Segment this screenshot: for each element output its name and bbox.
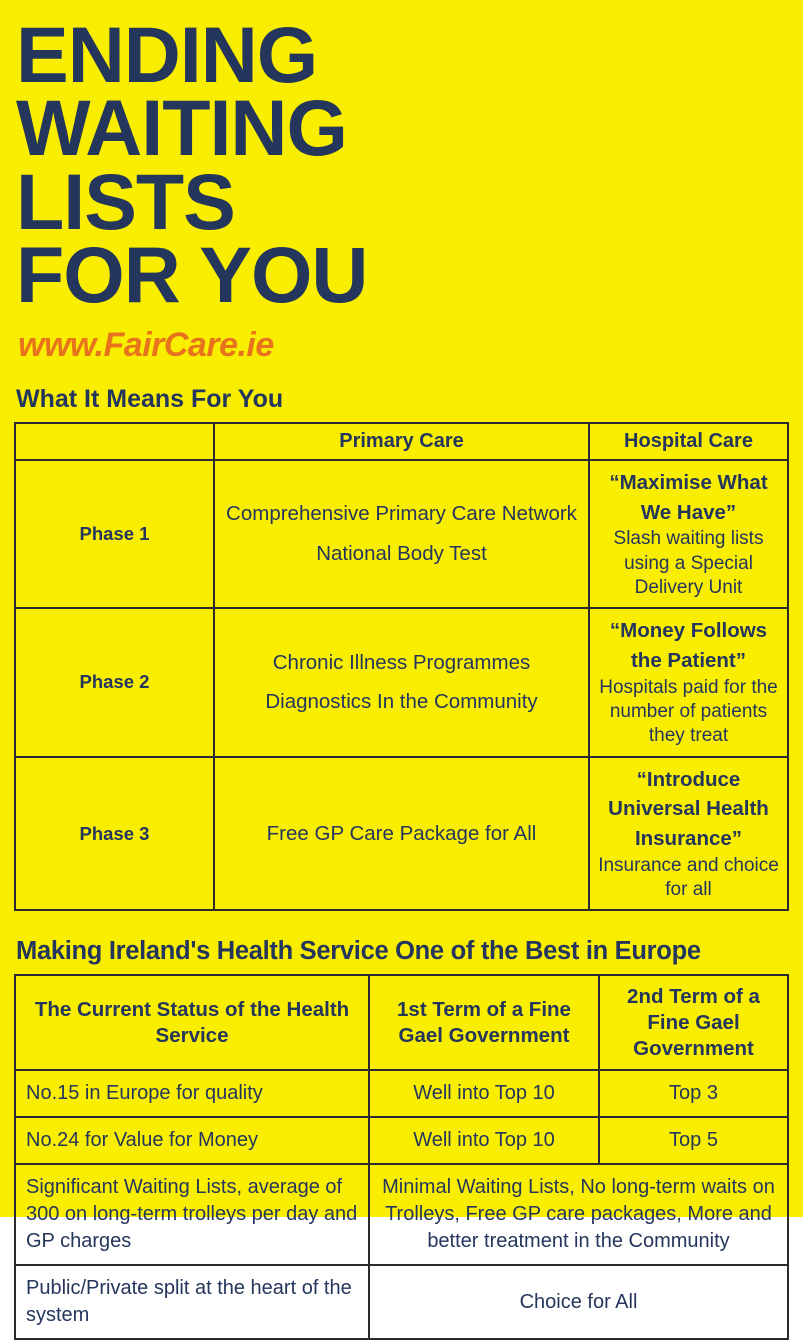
primary-item: Free GP Care Package for All bbox=[266, 821, 537, 845]
primary-item: Chronic Illness Programmes bbox=[272, 650, 531, 674]
hospital-care-cell bbox=[589, 608, 788, 756]
both-terms-cell: Choice for All bbox=[369, 1265, 788, 1339]
table-header-row bbox=[15, 423, 788, 460]
hospital-headline: “Maximise What We Have” bbox=[609, 470, 768, 524]
website-link[interactable]: www.FairCare.ie bbox=[18, 325, 274, 364]
hospital-detail: Insurance and choice for all bbox=[598, 854, 779, 901]
table-header-row bbox=[15, 975, 788, 1070]
primary-care-cell bbox=[214, 757, 589, 911]
page-title bbox=[16, 10, 789, 320]
cell-gap bbox=[223, 529, 580, 539]
hospital-care-cell bbox=[589, 757, 788, 911]
table-row bbox=[15, 1070, 788, 1117]
first-term-cell: Well into Top 10 bbox=[369, 1117, 599, 1164]
primary-care-cell bbox=[214, 460, 589, 608]
headline-line-4: FOR YOU bbox=[16, 230, 368, 320]
second-term-cell: Top 3 bbox=[599, 1070, 788, 1117]
header-second-term: 2nd Term of a Fine Gael Government bbox=[599, 975, 788, 1070]
status-cell: No.15 in Europe for quality bbox=[15, 1070, 369, 1117]
header-primary-care: Primary Care bbox=[214, 423, 589, 460]
header-current-status: The Current Status of the Health Service bbox=[15, 975, 369, 1070]
section-title-best-in-europe: Making Ireland's Health Service One of the Best in Europe bbox=[16, 937, 701, 966]
headline-line-3: LISTS bbox=[16, 156, 235, 246]
table-row bbox=[15, 460, 788, 608]
section-title-what-it-means: What It Means For You bbox=[16, 384, 284, 413]
table-row bbox=[15, 757, 788, 911]
hospital-headline: “Money Follows the Patient” bbox=[609, 619, 768, 672]
status-cell: No.24 for Value for Money bbox=[15, 1117, 369, 1164]
second-term-cell: Top 5 bbox=[599, 1117, 788, 1164]
status-cell: Significant Waiting Lists, average of 300 on long-term trolleys per day and GP charges bbox=[15, 1164, 369, 1265]
header-hospital-care: Hospital Care bbox=[589, 423, 788, 460]
comparison-table bbox=[14, 974, 789, 1340]
header-blank bbox=[15, 423, 214, 460]
table-row bbox=[15, 1117, 788, 1164]
table-row bbox=[15, 1164, 788, 1265]
table-row bbox=[15, 1265, 788, 1339]
hospital-headline: “Introduce Universal Health Insurance” bbox=[608, 767, 769, 851]
hospital-detail: Hospitals paid for the number of patients they treat bbox=[599, 676, 778, 747]
cell-gap bbox=[223, 677, 580, 687]
both-terms-cell: Minimal Waiting Lists, No long-term waits on Trolleys, Free GP care packages, More and better treatment in the Community bbox=[369, 1164, 788, 1265]
table-row bbox=[15, 608, 788, 756]
hospital-detail: Slash waiting lists using a Special Delivery Unit bbox=[613, 528, 764, 598]
phases-table bbox=[14, 422, 789, 912]
status-cell: Public/Private split at the heart of the system bbox=[15, 1265, 369, 1339]
primary-item: Comprehensive Primary Care Network bbox=[226, 502, 577, 526]
hospital-care-cell bbox=[589, 460, 788, 608]
phase-label: Phase 2 bbox=[15, 608, 214, 756]
primary-item: Diagnostics In the Community bbox=[265, 690, 538, 714]
first-term-cell: Well into Top 10 bbox=[369, 1070, 599, 1117]
primary-care-cell bbox=[214, 608, 589, 756]
primary-item: National Body Test bbox=[316, 542, 487, 566]
phase-label: Phase 3 bbox=[15, 757, 214, 911]
header-first-term: 1st Term of a Fine Gael Government bbox=[369, 975, 599, 1070]
phase-label: Phase 1 bbox=[15, 460, 214, 608]
headline-line-2: WAITING bbox=[16, 83, 347, 173]
headline-line-1: ENDING bbox=[16, 10, 318, 99]
